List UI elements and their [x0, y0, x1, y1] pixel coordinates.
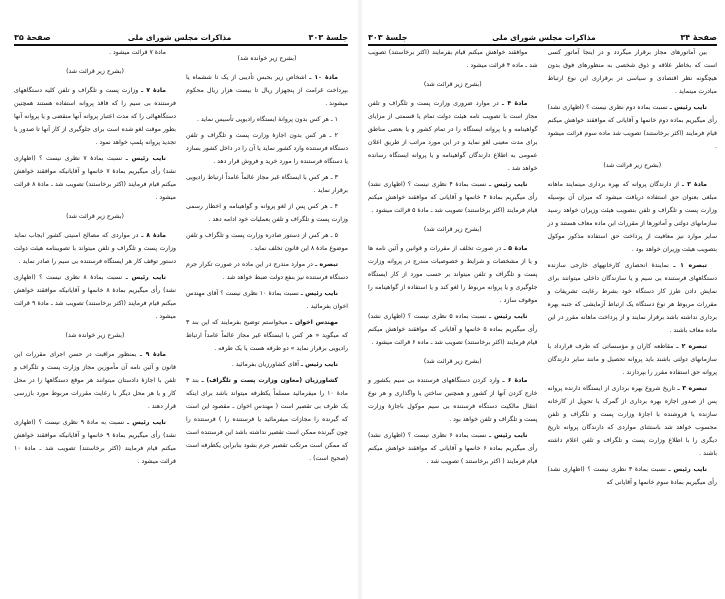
paragraph: [368, 97, 538, 175]
paragraph: [368, 178, 538, 217]
publication-title: مذاکرات مجلس شورای ملی: [492, 33, 596, 42]
paragraph: بین آماتورهای مجاز برقرار میگردد و در اینجا آماتور کسی است که بخاطر علاقه و ذوق شخصی به منظورهای فوق بدون هیچگونه نظر اقتصادی و سیاسی در برقراری این نوع ارتباط مبادرت مینماید .: [547, 49, 717, 95]
paragraph: [186, 374, 348, 465]
running-header: [368, 28, 717, 46]
stage-direction: (بشرح زیر قرائت شد): [603, 162, 662, 169]
speaker-or-article-label: نایب رئیس ـ: [489, 432, 528, 439]
paragraph: مادهٔ ۷ قرائت میشود .: [109, 49, 166, 56]
speaker-or-article-label: نایب رئیس ـ: [125, 274, 166, 281]
paragraph-text: وارد کردن دستگاههای فرستنده بی سیم بکشور و خارج کردن آنها از کشور و همچنین ساختن یا واگذاری و هر نوع انتقال مالکیت دستگاه فرستنده بی سیم موکول باجازهٔ وزارت پست و تلگراف و تلفن خواهد بود .: [368, 377, 538, 423]
paragraph: ۵ ـ هر کس از دستور صادره وزارت پست و تلگراف و تلفن موضوع مادهٔ ۸ این قانون تخلف نماید .: [186, 232, 348, 252]
text-columns: [368, 46, 717, 599]
speaker-or-article-label: مادهٔ ۶ ـ: [502, 377, 528, 384]
paragraph: موافقند خواهش میکنم قیام بفرمایند (اکثر برخاستند) تصویب شد ـ ماده ۴ قرائت میشود .: [368, 49, 538, 69]
paragraph: [548, 340, 718, 379]
paragraph: [14, 152, 176, 204]
left-page: [0, 0, 358, 599]
paragraph: [186, 258, 348, 284]
paragraph: [548, 259, 718, 337]
paragraph-text: نسبت بمادهٔ ۱۰ نظری نیست ؟ آقای مهندس اخوان بفرمائید .: [186, 290, 348, 310]
column-right: [186, 46, 348, 599]
session-number: جلسهٔ ۳۰۳: [368, 33, 408, 42]
speaker-or-article-label: تبصره ۱ ـ: [673, 262, 707, 269]
speaker-or-article-label: کشاورزیان (معاون وزارت پست و تلگراف) ـ: [201, 377, 338, 384]
paragraph-text: تاریخ شروع بهره برداری از ایستگاه دارنده پروانه پس از صدور اجازه بهره برداری از گمرک یا تحویل از کارخانه سازنده یا فروشنده با اجازهٔ وزارت پست و تلگراف و تلفن محسوب خواهد شد باستثنای مواردی که دارندگان پروانه تاریخ دیگری را با اطلاع وزارت پست و تلگراف و تلفن اعلام داشته باشند .: [547, 385, 717, 457]
text-columns: [14, 46, 348, 599]
paragraph: [186, 287, 348, 313]
column-left: [368, 46, 538, 599]
session-number: جلسهٔ ۳۰۳: [308, 33, 348, 42]
paragraph: [368, 429, 538, 468]
stage-direction: (بشرح زیر قرائت شد): [66, 68, 124, 75]
paragraph-text: اشخاص زیر بحبس تأدیبی از یک تا ششماه یا بپرداخت غرامت از پنجهزار ریال تا بیست هزار ریال محکوم میشوند .: [186, 74, 348, 107]
paragraph-text: نسبت به مادهٔ ۹ نظری نیست ؟ (اظهاری نشد) رأی میگیریم بمادهٔ ۹ خانمها و آقایانیکه موافقند خواهش میکنم قیام فرمایند (اکثر برخاستند) تصویب شد ـ مادهٔ ۱۰ قرائت میشود .: [14, 419, 176, 465]
right-page: [362, 0, 725, 599]
paragraph-text: نسبت بماده دوم نظری نیست ؟ (اظهاری نشد) رأی میگیریم بماده دوم خانمها و آقایانی که موافقند خواهش میکنم قیام فرمایند (اکثر برخاستند) تصویب شد ماده سوم قرائت میشود .: [547, 104, 717, 150]
paragraph-text: بند ۳ مادهٔ ۱۰ را میفرمائید مسلماً یکطرفه میتواند باشد برای اینکه یک طرف بی تقصیر است ( مهندس اخوان ـ مقصود این است که گیرنده را مجازات میفرمائید یا فرستنده را ) فرستنده را چون گیرنده ممکن است تقصیر نداشته باشد این فرستنده است که ممکن است مرتکب تقصیر جرم بشود بنابراین یکطرفه است (صحیح است) .: [186, 377, 348, 462]
paragraph-text: در موارد مندرج در این ماده در صورت تکرار جرم دستگاه فرستنده نیز بنفع دولت ضبط خواهد شد .: [186, 261, 348, 281]
paragraph-text: نمایندهٔ انحصاری کارخانههای خارجی سازنده دستگاههای فرستنده بی سیم و یا سازندگان داخلی میتوانند برای نمایش دادن طرز کار دستگاه خود بشرط رعایت تشریفات و مقررات مربوط هر نوع دستگاه یک ارتباط آزمایشی که جنبه بهره برداری نداشته باشد برقرار نمایند و از پرداخت ماهانه مقرر در این ماده معاف باشند .: [547, 262, 717, 334]
speaker-or-article-label: نایب رئیس ـ: [489, 181, 528, 188]
speaker-or-article-label: نایب رئیس ـ: [125, 155, 166, 162]
paragraph: [14, 84, 176, 149]
paragraph-text: میخواستم توضیح بفرمایند که این بند ۳ که میگوید « هر کس با ایستگاه غیر مجاز عالماً عامداً ارتباط رادیویی برقرار نماید » دو طرفه هست یا یک طرفه .: [186, 319, 348, 352]
page-number: صفحهٔ ۳۴: [680, 33, 717, 42]
speaker-or-article-label: مادهٔ ۹ ـ: [139, 351, 166, 358]
speaker-or-article-label: مادهٔ ۵ ـ: [503, 245, 528, 252]
speaker-or-article-label: مادهٔ ۱۰ ـ: [309, 74, 338, 81]
paragraph: ۴ ـ هر کس پس از لغو پروانه و گواهینامه و اخطار رسمی وزارت پست و تلگراف و تلفن بعملیات خود ادامه دهد .: [186, 203, 348, 223]
paragraph-text: نسبت بمادهٔ ۳ نظری نیست ؟ (اظهاری نشد) رأی میگیریم بمادهٔ سوم خانمها و آقایانی که: [547, 466, 717, 486]
paragraph-text: نسبت بمادهٔ ۴ نظری نیست ؟ (اظهاری نشد) رأی میگیریم بمادهٔ ۴ خانمها و آقایانی که موافقند خواهش میکنم قیام فرمایند (اکثر برخاستند) تصویب شد ـ مادهٔ ۵ قرائت میشود .: [368, 181, 538, 214]
speaker-or-article-label: تبصره ۲ ـ: [676, 343, 707, 350]
paragraph-text: از دارندگان پروانه که بهره برداری مینمایند ماهانه مبلغی بعنوان حق استفاده دریافت میشود که میزان آن بوسیله وزارت پست و تلگراف و تلفن بتصویب هیئت وزیران خواهد رسید سازمانهای دولتی و آماتورها از مقررات این ماده معاف هستند و در سایر موارد نیز معافیت از پرداخت حق استفاده مذکور موکول بتصویب هیئت وزیران خواهد بود .: [547, 181, 717, 253]
speaker-or-article-label: نایب رئیس ـ: [669, 104, 707, 111]
paragraph: [14, 348, 176, 413]
paragraph: [186, 358, 348, 371]
paragraph-text: بمنظور مراقبت در حسن اجرای مقررات این قانون و آئین نامه آن مأمورین مجاز وزارت پست و تلگراف و تلفن با اجازهٔ دادستان میتوانند هر موقع دستگاهها را در محل کار و یا هر محل دیگر با رعایت مقررات مربوط مورد بازرسی قرار دهند .: [14, 351, 176, 410]
speaker-or-article-label: نایب رئیس ـ: [489, 313, 528, 320]
paragraph-text: نسبت بماده ۵ نظری نیست ؟ (اظهاری نشد) رأی میگیریم بماده ۵ خانمها و آقایانی که موافقند خواهش میکنم قیام فرمایند (اکثر برخاستند) تصویب شد ـ ماده ۶ قرائت میشود .: [368, 313, 538, 346]
stage-direction: (بشرح زیر خوانده شد): [65, 332, 125, 339]
stage-direction: (بشرح زیر قرائت شد): [423, 81, 482, 88]
paragraph: ۲ ـ هر کس بدون اجازهٔ وزارت پست و تلگراف و تلفن دستگاه فرستنده وارد کشور نماید یا آن را در داخل کشور بسازد یا دستگاه فرستنده را مورد خرید و فروش قرار دهد .: [186, 132, 348, 165]
speaker-or-article-label: نایب رئیس ـ: [127, 419, 166, 426]
stage-direction: (بشرح زیر خوانده شد): [237, 55, 297, 62]
stage-direction: (بشرح زیر قرائت شد): [423, 226, 482, 233]
paragraph: [548, 101, 718, 153]
paragraph: [186, 316, 348, 355]
stage-direction: (بشرح زیر قرائت شد): [66, 213, 124, 220]
paragraph-text: نسبت بمادهٔ ۸ نظری نیست ؟ (اظهاری نشد) رأی میگیریم بمادهٔ ۸ خانمها و آقایانیکه موافقند خواهش میکنم قیام فرمایند (اکثر برخاستند) تصویب شد ـ مادهٔ ۹ قرائت میشود .: [14, 274, 177, 320]
paragraph: [548, 382, 718, 460]
paragraph: [14, 416, 176, 468]
column-right: [548, 46, 718, 599]
speaker-or-article-label: تبصره ۳ ـ: [677, 385, 707, 392]
page-number: صفحهٔ ۳۵: [14, 33, 51, 42]
paragraph-text: نسبت بمادهٔ ۷ نظری نیست ؟ (اظهاری نشد) رأی میگیریم بمادهٔ ۷ خانمها و آقایانیکه موافقند خواهش میکنم قیام فرمایند (اکثر برخاستند) تصویب شد ـ مادهٔ ۸ قرائت میشود .: [14, 155, 177, 201]
paragraph: [186, 71, 348, 110]
paragraph: ۳ ـ هر کس با ایستگاه غیر مجاز عالماً عامداً ارتباط رادیویی برقرار نماید .: [186, 174, 348, 194]
speaker-or-article-label: مادهٔ ۷ ـ: [141, 87, 166, 94]
paragraph: ۱ ـ هر کس بدون پروانهٔ ایستگاه رادیویی تأسیس نماید .: [196, 116, 338, 123]
paragraph-text: در صورت تخلف از مقررات و قوانین و آئین نامه ها و یا از مشخصات و شرایط و خصوصیات مندرج در پروانه وزارت پست و تلگراف و تلفن میتواند بر حسب مورد از کار ایستگاه جلوگیری و یا پروانه مربوط را لغو کند و یا استفاده از گواهینامه را موقوف سازد .: [368, 245, 538, 304]
paragraph: [368, 310, 538, 349]
speaker-or-article-label: مادهٔ ۸ ـ: [141, 232, 166, 239]
paragraph: [548, 178, 718, 256]
paragraph-text: نسبت بماده ۶ نظری نیست ؟ (اظهاری نشد) رأی میگیریم بماده ۶ خانمها و آقایانی که موافقند خواهش میکنم قیام فرمایند ( اکثر برخاستند ) تصویب شد .: [368, 432, 538, 465]
paragraph: [368, 242, 538, 307]
paragraph: [368, 374, 538, 426]
speaker-or-article-label: نایب رئیس ـ: [300, 361, 338, 368]
running-header: [14, 28, 348, 46]
speaker-or-article-label: مادهٔ ۴ ـ: [501, 100, 528, 107]
speaker-or-article-label: نایب رئیس ـ: [668, 466, 707, 473]
paragraph-text: در مواردی که مصالح امنیتی کشور ایجاب نماید وزارت پست و تلگراف و تلفن میتواند با تصویبنامه هیئت دولت دستور توقف کار هر ایستگاه فرستنده بی سیم را صادر نماید .: [14, 232, 176, 265]
paragraph: [548, 463, 718, 489]
stage-direction: (بشرح زیر قرائت شد): [423, 358, 482, 365]
paragraph-text: مقاطعه کاران و مؤسساتی که طرف قرارداد با سازمانهای دولتی باشند باید پروانه تحصیل و مانند سایر دارندگان پروانه حق استفاده مقرر را بپردازند .: [547, 343, 717, 376]
speaker-or-article-label: نایب رئیس ـ: [300, 290, 338, 297]
column-left: [14, 46, 176, 599]
speaker-or-article-label: مادهٔ ۳ ـ: [681, 181, 707, 188]
speaker-or-article-label: تبصره ـ: [315, 261, 338, 268]
paragraph: [14, 229, 176, 268]
speaker-or-article-label: مهندس اخوان ـ: [290, 319, 338, 326]
publication-title: مذاکرات مجلس شورای ملی: [127, 33, 232, 42]
paragraph-text: وزارت پست و تلگراف و تلفن کلیه دستگاههای فرستنده بی سیم را که فاقد پروانه استفاده هستند همچنین دستگاههائی را که مدت اعتبار پروانه آنها منقضی و یا پروانه آنها بطور موقت لغو شده است برای جلوگیری از کار آنها تا صدور یا تجدید پروانه پلمپ خواهد نمود .: [14, 87, 176, 146]
paragraph-text: آقای کشاورزیان بفرمائید .: [231, 361, 301, 368]
paragraph: [14, 271, 176, 323]
paragraph-text: در موارد ضروری وزارت پست و تلگراف و تلفن مجاز است با تصویب نامه هیئت دولت تمام یا قسمتی از مزایای گواهینامه و یا پروانه ایستگاه را در تمام کشور و یا بعضی مناطق برای مدت معینی لغو نماید و در این مورد مراتب از طریق اعلان عمومی به اطلاع دارندگان گواهینامه و یا پروانه ایستگاه رسانده خواهد شد .: [368, 100, 538, 172]
